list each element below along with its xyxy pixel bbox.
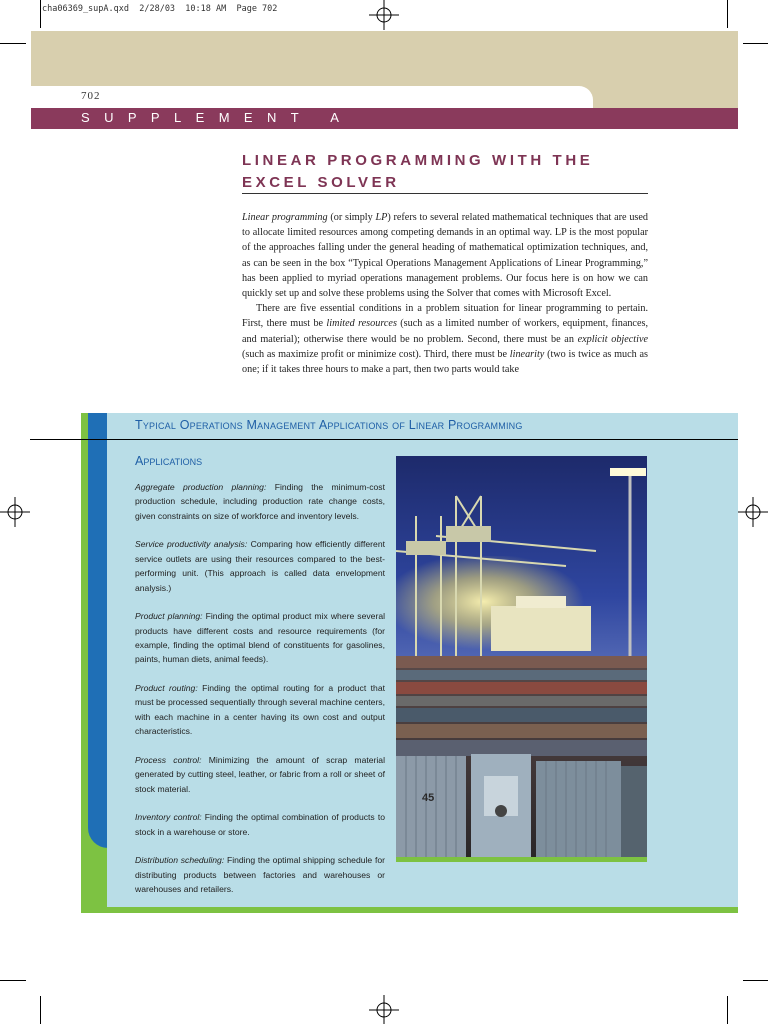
item-term: Product routing: <box>135 683 198 694</box>
port-photo <box>396 456 647 857</box>
crop-mark <box>727 0 728 28</box>
item-text: Finding the optimal shipping schedule for distributing products between factories and warehouses or warehouses and retailers. <box>135 855 385 895</box>
applications-list <box>135 480 385 911</box>
term-lp: LP <box>375 212 388 223</box>
text-run: (or simply <box>327 212 376 223</box>
text-run: ) refers to several related mathematical techniques that are used to allocate limited resources among competing demands in an optimal way. LP is the most popular of the approaches falling under the general heading of mathematical optimization techniques, and, as can be seen in the box “Typical Operations Management Applications of Linear Programming,” has been applied to myriad operations management problems. Our focus here is on how we can quickly set up and solve these problems using the Solver that comes with Microsoft Excel. <box>242 212 649 300</box>
crop-mark <box>0 980 26 981</box>
item-text: Comparing how efficiently different service outlets are using their resources compared to the best-performing unit. (This approach is called data envelopment analysis.) <box>135 539 385 593</box>
sidebar-title: Typical Operations Management Applications of Linear Programming <box>135 418 523 432</box>
photo-green-strip <box>396 857 647 862</box>
body-text <box>242 210 648 377</box>
text-run: (two is twice as much as one; if it takes three hours to make a part, then two parts would take <box>242 348 649 376</box>
text-run: (such as a limited number of workers, equipment, finances, and material); otherwise there would be no problem. Second, there must be an <box>242 318 648 345</box>
header-tab <box>31 86 593 108</box>
page-title: LINEAR PROGRAMMING WITH THE EXCEL SOLVER <box>242 152 594 191</box>
list-item <box>135 853 385 896</box>
list-item <box>135 810 385 839</box>
print-slug: cha06369_supA.qxd 2/28/03 10:18 AM Page 702 <box>42 4 278 14</box>
item-term: Distribution scheduling: <box>135 855 225 866</box>
registration-mark-bottom <box>369 995 399 1024</box>
sidebar-blue-strip <box>88 413 108 848</box>
list-item <box>135 537 385 595</box>
list-item <box>135 480 385 523</box>
port-photo-illustration <box>396 456 647 857</box>
text-run: There are five essential conditions in a problem situation for linear programming to pertain. First, there must be <box>242 303 648 330</box>
term-linearity: linearity <box>509 348 545 360</box>
item-term: Inventory control: <box>135 812 202 823</box>
text-run: (such as maximize profit or minimize cost). Third, there must be <box>242 348 510 360</box>
item-term: Service productivity analysis: <box>135 539 248 550</box>
term-explicit-objective: explicit objective <box>577 333 649 345</box>
item-text: Finding the optimal routing for a product that must be processed sequentially through several machine centers, with each machine in a center having its own cost and output characteristics. <box>135 683 385 737</box>
term-limited-resources: limited resources <box>326 318 397 330</box>
crop-mark <box>727 996 728 1024</box>
crop-mark <box>40 0 41 28</box>
list-item <box>135 681 385 739</box>
sidebar-subhead: Applications <box>135 454 203 468</box>
item-term: Process control: <box>135 754 202 765</box>
center-line-overlay <box>30 439 738 440</box>
crop-mark <box>0 43 26 44</box>
paragraph <box>242 210 648 301</box>
section-label: SUPPLEMENT A <box>81 110 354 125</box>
item-term: Product planning: <box>135 611 203 622</box>
crop-mark <box>743 43 768 44</box>
item-text: Finding the optimal product mix where several products have different costs and resource requirements (for example, finding the optimal blend of constituents for gasolines, paints, human diets, animal feeds). <box>135 611 386 665</box>
container-label: 45 <box>422 792 435 804</box>
list-item <box>135 609 385 667</box>
registration-mark-left <box>0 497 30 527</box>
registration-mark-right <box>738 497 768 527</box>
item-text: Finding the minimum-cost production schedule, including production rate change costs, given constraints on size of workforce and inventory levels. <box>135 482 385 521</box>
registration-mark-top <box>369 0 399 30</box>
title-rule <box>242 193 648 194</box>
list-item <box>135 753 385 796</box>
item-term: Aggregate production planning: <box>135 482 267 492</box>
item-text: Finding the optimal combination of products to stock in a warehouse or store. <box>135 812 385 837</box>
item-text: Minimizing the amount of scrap material generated by cutting steel, leather, or fabric from a roll or sheet of stock material. <box>135 754 385 794</box>
crop-mark <box>40 996 41 1024</box>
paragraph <box>242 301 648 377</box>
page-number: 702 <box>81 90 101 102</box>
term-linear-programming: Linear programming <box>242 212 328 223</box>
crop-mark <box>743 980 768 981</box>
